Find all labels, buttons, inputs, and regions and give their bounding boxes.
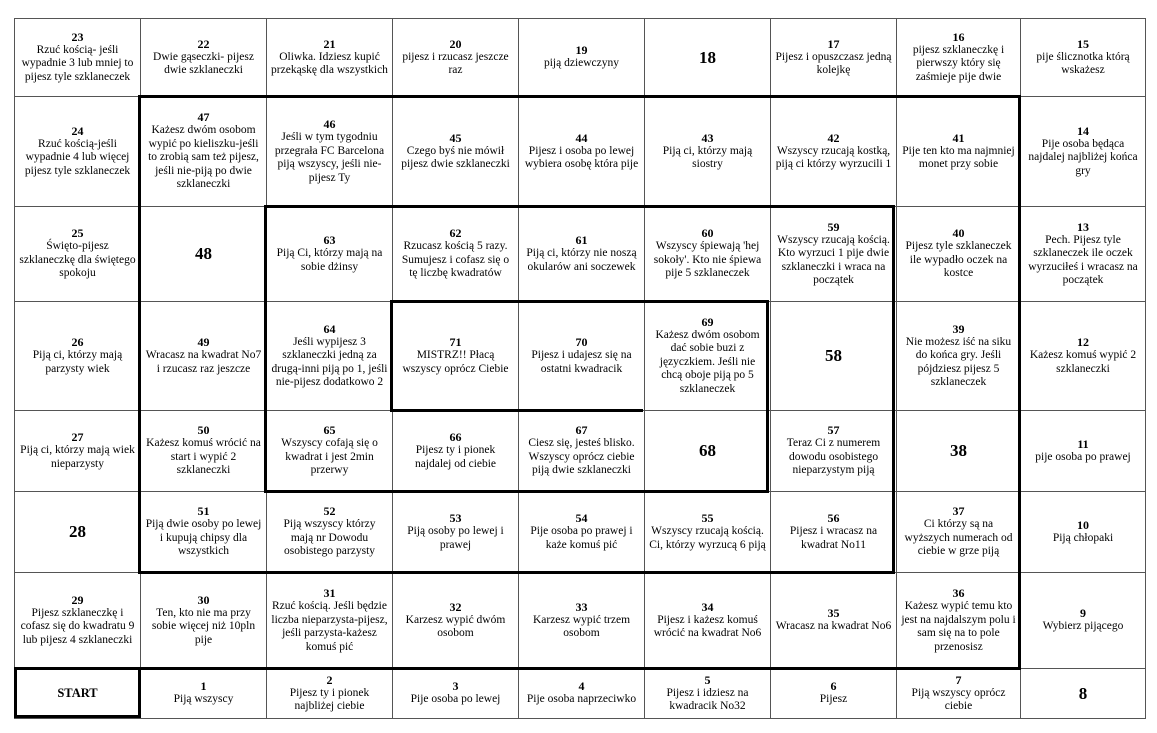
square-instruction: Piją osoby po lewej i prawej <box>407 525 504 551</box>
board-square-15 <box>1020 18 1146 97</box>
board-square-4 <box>518 668 645 719</box>
board-square-64 <box>266 301 393 411</box>
spiral-line-left-outer <box>138 95 141 574</box>
board-square-63 <box>266 206 393 302</box>
board-square-45 <box>392 96 519 207</box>
square-number: 6 <box>830 679 837 694</box>
board-square-50 <box>140 410 267 492</box>
square-number: 50 <box>197 423 210 438</box>
spiral-line-left-second <box>264 205 267 493</box>
square-instruction: Piją wszyscy którzy mają nr Dowodu osobistego parzysty <box>283 518 376 558</box>
board-square-44 <box>518 96 645 207</box>
square-instruction: Pijesz ty i pionek najbliżej ciebie <box>289 686 370 712</box>
board-square-38 <box>896 410 1021 492</box>
square-instruction: Pijesz szklaneczkę i cofasz się do kwadratu 9 lub pijesz 4 szklaneczki <box>20 606 135 646</box>
board-square-62 <box>392 206 519 302</box>
board-square-27 <box>14 410 141 492</box>
board-square-33 <box>518 572 645 669</box>
board-square-start <box>14 668 141 719</box>
board-square-66 <box>392 410 519 492</box>
square-number: 49 <box>197 335 210 349</box>
square-instruction: piją dziewczyny <box>543 57 620 70</box>
board-square-51 <box>140 491 267 573</box>
square-instruction: Piją ci, którzy nie noszą okularów ani soczewek <box>526 247 637 273</box>
square-number: 43 <box>701 130 714 145</box>
square-number: 21 <box>323 36 336 51</box>
square-instruction: Każesz komuś wrócić na start i wypić 2 szklaneczki <box>146 437 261 477</box>
board-square-69 <box>644 301 771 411</box>
square-instruction: Piją ci, którzy mają wiek nieparzysty <box>20 444 135 470</box>
board-square-30 <box>140 572 267 669</box>
square-instruction: Rzuć kością- jeśli wypadnie 3 lub mniej to pijesz tyle szklaneczek <box>21 43 134 83</box>
board-square-42 <box>770 96 897 207</box>
square-instruction: Pije ten kto ma najmniej monet przy sobie <box>902 144 1015 170</box>
square-instruction: Każesz dwóm osobom wypić po kieliszku-jeśli to zrobią sam też pijesz, jeśli nie-piją po dwie szklaneczki <box>148 124 259 191</box>
square-instruction: Wszyscy rzucają kością. Kto wyrzuci 1 pije dwie szklaneczki i wraca na początek <box>777 233 890 286</box>
board-square-59 <box>770 206 897 302</box>
board-square-40 <box>896 206 1021 302</box>
square-number: 45 <box>449 130 462 145</box>
board-square-52 <box>266 491 393 573</box>
square-number: 33 <box>575 599 588 614</box>
square-instruction: Czego byś nie mówił pijesz dwie szklaneczki <box>401 144 510 170</box>
square-instruction: Wracasz na kwadrat No7 i rzucasz raz jeszcze <box>145 349 262 375</box>
spiral-line-start-right <box>138 667 141 718</box>
board-square-13 <box>1020 206 1146 302</box>
board-square-41 <box>896 96 1021 207</box>
spiral-line-bottom-third <box>264 490 769 493</box>
square-number: 16 <box>952 29 965 44</box>
square-instruction: Jeśli w tym tygodniu przegrała FC Barcelona piją wszyscy, jeśli nie-pijesz Ty <box>274 131 385 184</box>
square-number: 5 <box>704 672 711 687</box>
square-instruction: Każesz wypić temu kto jest na najdalszym polu i sam się na to pole przenosisz <box>901 600 1016 653</box>
square-instruction: Piją Ci, którzy mają na sobie dżinsy <box>276 247 383 273</box>
square-number: START <box>57 686 98 700</box>
square-number: 14 <box>1077 123 1089 138</box>
square-number: 31 <box>323 586 336 600</box>
board-square-20 <box>392 18 519 97</box>
square-instruction: pije osoba po prawej <box>1035 450 1131 463</box>
board-square-34 <box>644 572 771 669</box>
square-instruction: Teraz Ci z numerem dowodu osobistego nieparzystym piją <box>786 437 881 477</box>
square-instruction: Każesz komuś wypić 2 szklaneczki <box>1029 349 1137 375</box>
spiral-line-top-second <box>264 205 895 208</box>
board-square-71 <box>392 301 519 411</box>
square-instruction: Rzuć kością. Jeśli będzie liczba nieparzysta-pijesz, jeśli parzysta-każesz komuś pić <box>271 600 388 653</box>
board-square-29 <box>14 572 141 669</box>
square-instruction: pije ślicznotka którą wskażesz <box>1036 50 1130 76</box>
board-square-60 <box>644 206 771 302</box>
board-square-35 <box>770 572 897 669</box>
board-square-3 <box>392 668 519 719</box>
spiral-line-start-left <box>14 667 17 718</box>
square-number: 70 <box>575 335 588 349</box>
square-instruction: Wracasz na kwadrat No6 <box>775 620 892 633</box>
square-number: 38 <box>950 441 967 460</box>
square-instruction: Wszyscy cofają się o kwadrat i jest 2min przerwy <box>281 437 378 477</box>
square-number: 29 <box>71 592 84 607</box>
square-number: 48 <box>195 244 212 263</box>
square-number: 28 <box>69 522 86 541</box>
square-instruction: Oliwka. Idziesz kupić przekąskę dla wszystkich <box>271 50 388 76</box>
square-number: 24 <box>71 123 84 138</box>
board-square-31 <box>266 572 393 669</box>
square-number: 63 <box>323 233 336 247</box>
board-square-70 <box>518 301 645 411</box>
square-number: 32 <box>449 599 462 614</box>
spiral-line-bottom-center <box>390 409 643 412</box>
square-instruction: Święto-pijesz szklaneczkę dla świętego spokoju <box>19 240 136 280</box>
spiral-line-right-outer <box>1018 95 1021 670</box>
square-instruction: Piją dwie osoby po lewej i kupują chipsy dla wszystkich <box>145 518 262 558</box>
square-number: 71 <box>449 335 462 349</box>
square-number: 40 <box>952 226 965 241</box>
square-instruction: Piją ci, którzy mają siostry <box>662 144 753 170</box>
square-number: 65 <box>323 423 336 438</box>
square-instruction: Pijesz ty i pionek najdalej od ciebie <box>414 444 497 470</box>
square-number: 22 <box>197 36 210 51</box>
spiral-line-right-second <box>892 205 895 574</box>
board-square-12 <box>1020 301 1146 411</box>
square-number: 1 <box>200 679 207 694</box>
square-number: 59 <box>827 219 840 234</box>
square-instruction: Wszyscy śpiewają 'hej sokoły'. Kto nie śpiewa pije 5 szklaneczek <box>653 240 762 280</box>
square-number: 34 <box>701 599 714 614</box>
board-square-7 <box>896 668 1021 719</box>
square-number: 54 <box>575 511 588 525</box>
spiral-line-bottom-outer <box>138 667 1021 670</box>
board-square-47 <box>140 96 267 207</box>
square-number: 60 <box>701 226 714 241</box>
square-number: 56 <box>827 511 840 525</box>
square-number: 57 <box>827 423 840 438</box>
board-square-17 <box>770 18 897 97</box>
square-instruction: Wszyscy rzucają kością. Ci, którzy wyrzucą 6 piją <box>649 525 766 551</box>
square-number: 47 <box>197 110 210 125</box>
square-number: 23 <box>71 29 84 44</box>
square-instruction: Pijesz i idziesz na kwadracik No32 <box>666 686 749 712</box>
square-number: 2 <box>326 672 333 687</box>
square-instruction: Nie możesz iść na siku do końca gry. Jeśli pójdziesz pijesz 5 szklaneczek <box>905 335 1012 388</box>
square-number: 17 <box>827 36 840 51</box>
square-instruction: Pijesz i udajesz się na ostatni kwadracik <box>531 349 632 375</box>
square-number: 19 <box>575 43 588 58</box>
square-number: 52 <box>323 504 336 519</box>
board-square-19 <box>518 18 645 97</box>
square-number: 58 <box>825 346 842 365</box>
square-number: 46 <box>323 117 336 131</box>
spiral-line-start-bottom <box>14 715 141 718</box>
board-square-8 <box>1020 668 1146 719</box>
board-square-36 <box>896 572 1021 669</box>
square-number: 37 <box>952 504 965 519</box>
square-number: 27 <box>71 430 84 444</box>
square-number: 18 <box>699 47 716 67</box>
spiral-line-top-outer <box>138 95 1021 98</box>
spiral-line-left-third <box>390 300 393 412</box>
square-number: 68 <box>699 441 716 460</box>
board-square-65 <box>266 410 393 492</box>
board-square-24 <box>14 96 141 207</box>
square-instruction: Pije osoba po lewej <box>410 693 501 706</box>
square-number: 39 <box>952 321 965 336</box>
board-square-57 <box>770 410 897 492</box>
square-instruction: Rzucasz kością 5 razy. Sumujesz i cofasz się o tę liczbę kwadratów <box>401 240 510 280</box>
square-instruction: Piją ci, którzy mają parzysty wiek <box>32 349 123 375</box>
board-square-2 <box>266 668 393 719</box>
square-instruction: Ci którzy są na wyższych numerach od ciebie w grze piją <box>904 518 1013 558</box>
board-square-56 <box>770 491 897 573</box>
board-square-11 <box>1020 410 1146 492</box>
square-instruction: Karzesz wypić trzem osobom <box>532 613 631 639</box>
square-instruction: Wszyscy rzucają kostką, piją ci którzy wyrzucili 1 <box>775 144 892 170</box>
square-instruction: Ten, kto nie ma przy sobie więcej niż 10pln pije <box>151 606 256 646</box>
board-square-16 <box>896 18 1021 97</box>
square-number: 62 <box>449 226 462 241</box>
square-instruction: Pijesz i osoba po lewej wybiera osobę która pije <box>524 144 639 170</box>
square-number: 26 <box>71 335 84 349</box>
square-instruction: Pije osoba naprzeciwko <box>526 693 637 706</box>
board-square-18 <box>644 18 771 97</box>
square-number: 12 <box>1077 335 1089 349</box>
square-number: 13 <box>1077 219 1089 234</box>
board-square-49 <box>140 301 267 411</box>
square-number: 67 <box>575 423 588 438</box>
square-instruction: Piją wszyscy oprócz ciebie <box>911 686 1006 712</box>
square-number: 55 <box>701 511 714 525</box>
square-instruction: Pije osoba będąca najdalej najbliżej końca gry <box>1028 137 1138 177</box>
square-instruction: Rzuć kością-jeśli wypadnie 4 lub więcej pijesz tyle szklaneczek <box>24 137 131 177</box>
square-instruction: pijesz i rzucasz jeszcze raz <box>402 50 509 76</box>
square-number: 15 <box>1077 36 1089 51</box>
square-number: 3 <box>452 679 459 694</box>
square-instruction: Pijesz <box>819 693 848 706</box>
board-square-10 <box>1020 491 1146 573</box>
board-square-25 <box>14 206 141 302</box>
square-instruction: MISTRZ!! Płacą wszyscy oprócz Ciebie <box>402 349 509 375</box>
square-instruction: Pijesz tyle szklaneczek ile wypadło oczek na kostce <box>905 240 1012 280</box>
board-square-67 <box>518 410 645 492</box>
square-number: 7 <box>955 672 962 687</box>
game-board <box>14 18 1145 718</box>
board-square-46 <box>266 96 393 207</box>
square-instruction: Pijesz i każesz komuś wrócić na kwadrat No6 <box>653 613 762 639</box>
spiral-line-start-top <box>14 667 141 670</box>
board-square-28 <box>14 491 141 573</box>
square-number: 66 <box>449 430 462 444</box>
square-instruction: Każesz dwóm osobom dać sobie buzi z języczkiem. Jeśli nie chcą oboje piją po 5 szklaneczek <box>655 328 760 395</box>
square-number: 8 <box>1078 683 1088 703</box>
board-square-6 <box>770 668 897 719</box>
board-square-9 <box>1020 572 1146 669</box>
square-number: 25 <box>71 226 84 241</box>
board-square-21 <box>266 18 393 97</box>
board-square-55 <box>644 491 771 573</box>
board-square-58 <box>770 301 897 411</box>
board-square-68 <box>644 410 771 492</box>
square-instruction: Dwie gąseczki- pijesz dwie szklaneczki <box>153 50 254 76</box>
square-number: 51 <box>197 504 210 519</box>
board-square-54 <box>518 491 645 573</box>
square-number: 41 <box>952 130 965 145</box>
square-instruction: Karzesz wypić dwóm osobom <box>405 613 506 639</box>
square-instruction: Jeśli wypijesz 3 szklaneczki jedną za drugą-inni piją po 1, jeśli nie-pijesz dodatkowo 2 <box>271 335 388 388</box>
board-square-32 <box>392 572 519 669</box>
board-square-53 <box>392 491 519 573</box>
board-square-5 <box>644 668 771 719</box>
square-number: 35 <box>827 606 840 621</box>
square-instruction: Pije osoba po prawej i każe komuś pić <box>530 525 633 551</box>
square-number: 42 <box>827 130 840 145</box>
board-square-61 <box>518 206 645 302</box>
board-square-22 <box>140 18 267 97</box>
square-instruction: Piją wszyscy <box>173 693 234 706</box>
square-number: 10 <box>1077 517 1089 532</box>
square-number: 36 <box>952 586 965 600</box>
spiral-line-top-third <box>390 300 769 303</box>
board-square-43 <box>644 96 771 207</box>
board-square-23 <box>14 18 141 97</box>
square-number: 9 <box>1080 606 1086 621</box>
square-instruction: Piją chłopaki <box>1052 531 1114 544</box>
board-square-1 <box>140 668 267 719</box>
spiral-line-right-third <box>766 300 769 493</box>
spiral-line-bottom-second <box>138 571 895 574</box>
board-square-14 <box>1020 96 1146 207</box>
square-number: 30 <box>197 592 210 607</box>
square-number: 69 <box>701 314 714 329</box>
square-instruction: Pijesz i opuszczasz jedną kolejkę <box>775 50 892 76</box>
square-number: 4 <box>578 679 585 694</box>
square-instruction: Wybierz pijącego <box>1042 620 1124 633</box>
square-instruction: Pijesz i wracasz na kwadrat No11 <box>789 525 878 551</box>
board-square-26 <box>14 301 141 411</box>
board-square-39 <box>896 301 1021 411</box>
square-number: 11 <box>1077 436 1089 451</box>
square-number: 53 <box>449 511 462 525</box>
square-instruction: pijesz szklaneczkę i pierwszy który się zaśmieje pije dwie <box>912 43 1005 83</box>
board-square-37 <box>896 491 1021 573</box>
square-instruction: Ciesz się, jesteś blisko. Wszyscy oprócz ciebie piją dwie szklaneczki <box>528 437 635 477</box>
square-number: 20 <box>449 36 462 51</box>
square-number: 61 <box>575 233 588 247</box>
square-instruction: Pech. Pijesz tyle szklaneczek ile oczek wyrzuciłeś i wracasz na początek <box>1028 233 1138 286</box>
square-number: 64 <box>323 321 336 336</box>
square-number: 44 <box>575 130 588 145</box>
board-square-48 <box>140 206 267 302</box>
